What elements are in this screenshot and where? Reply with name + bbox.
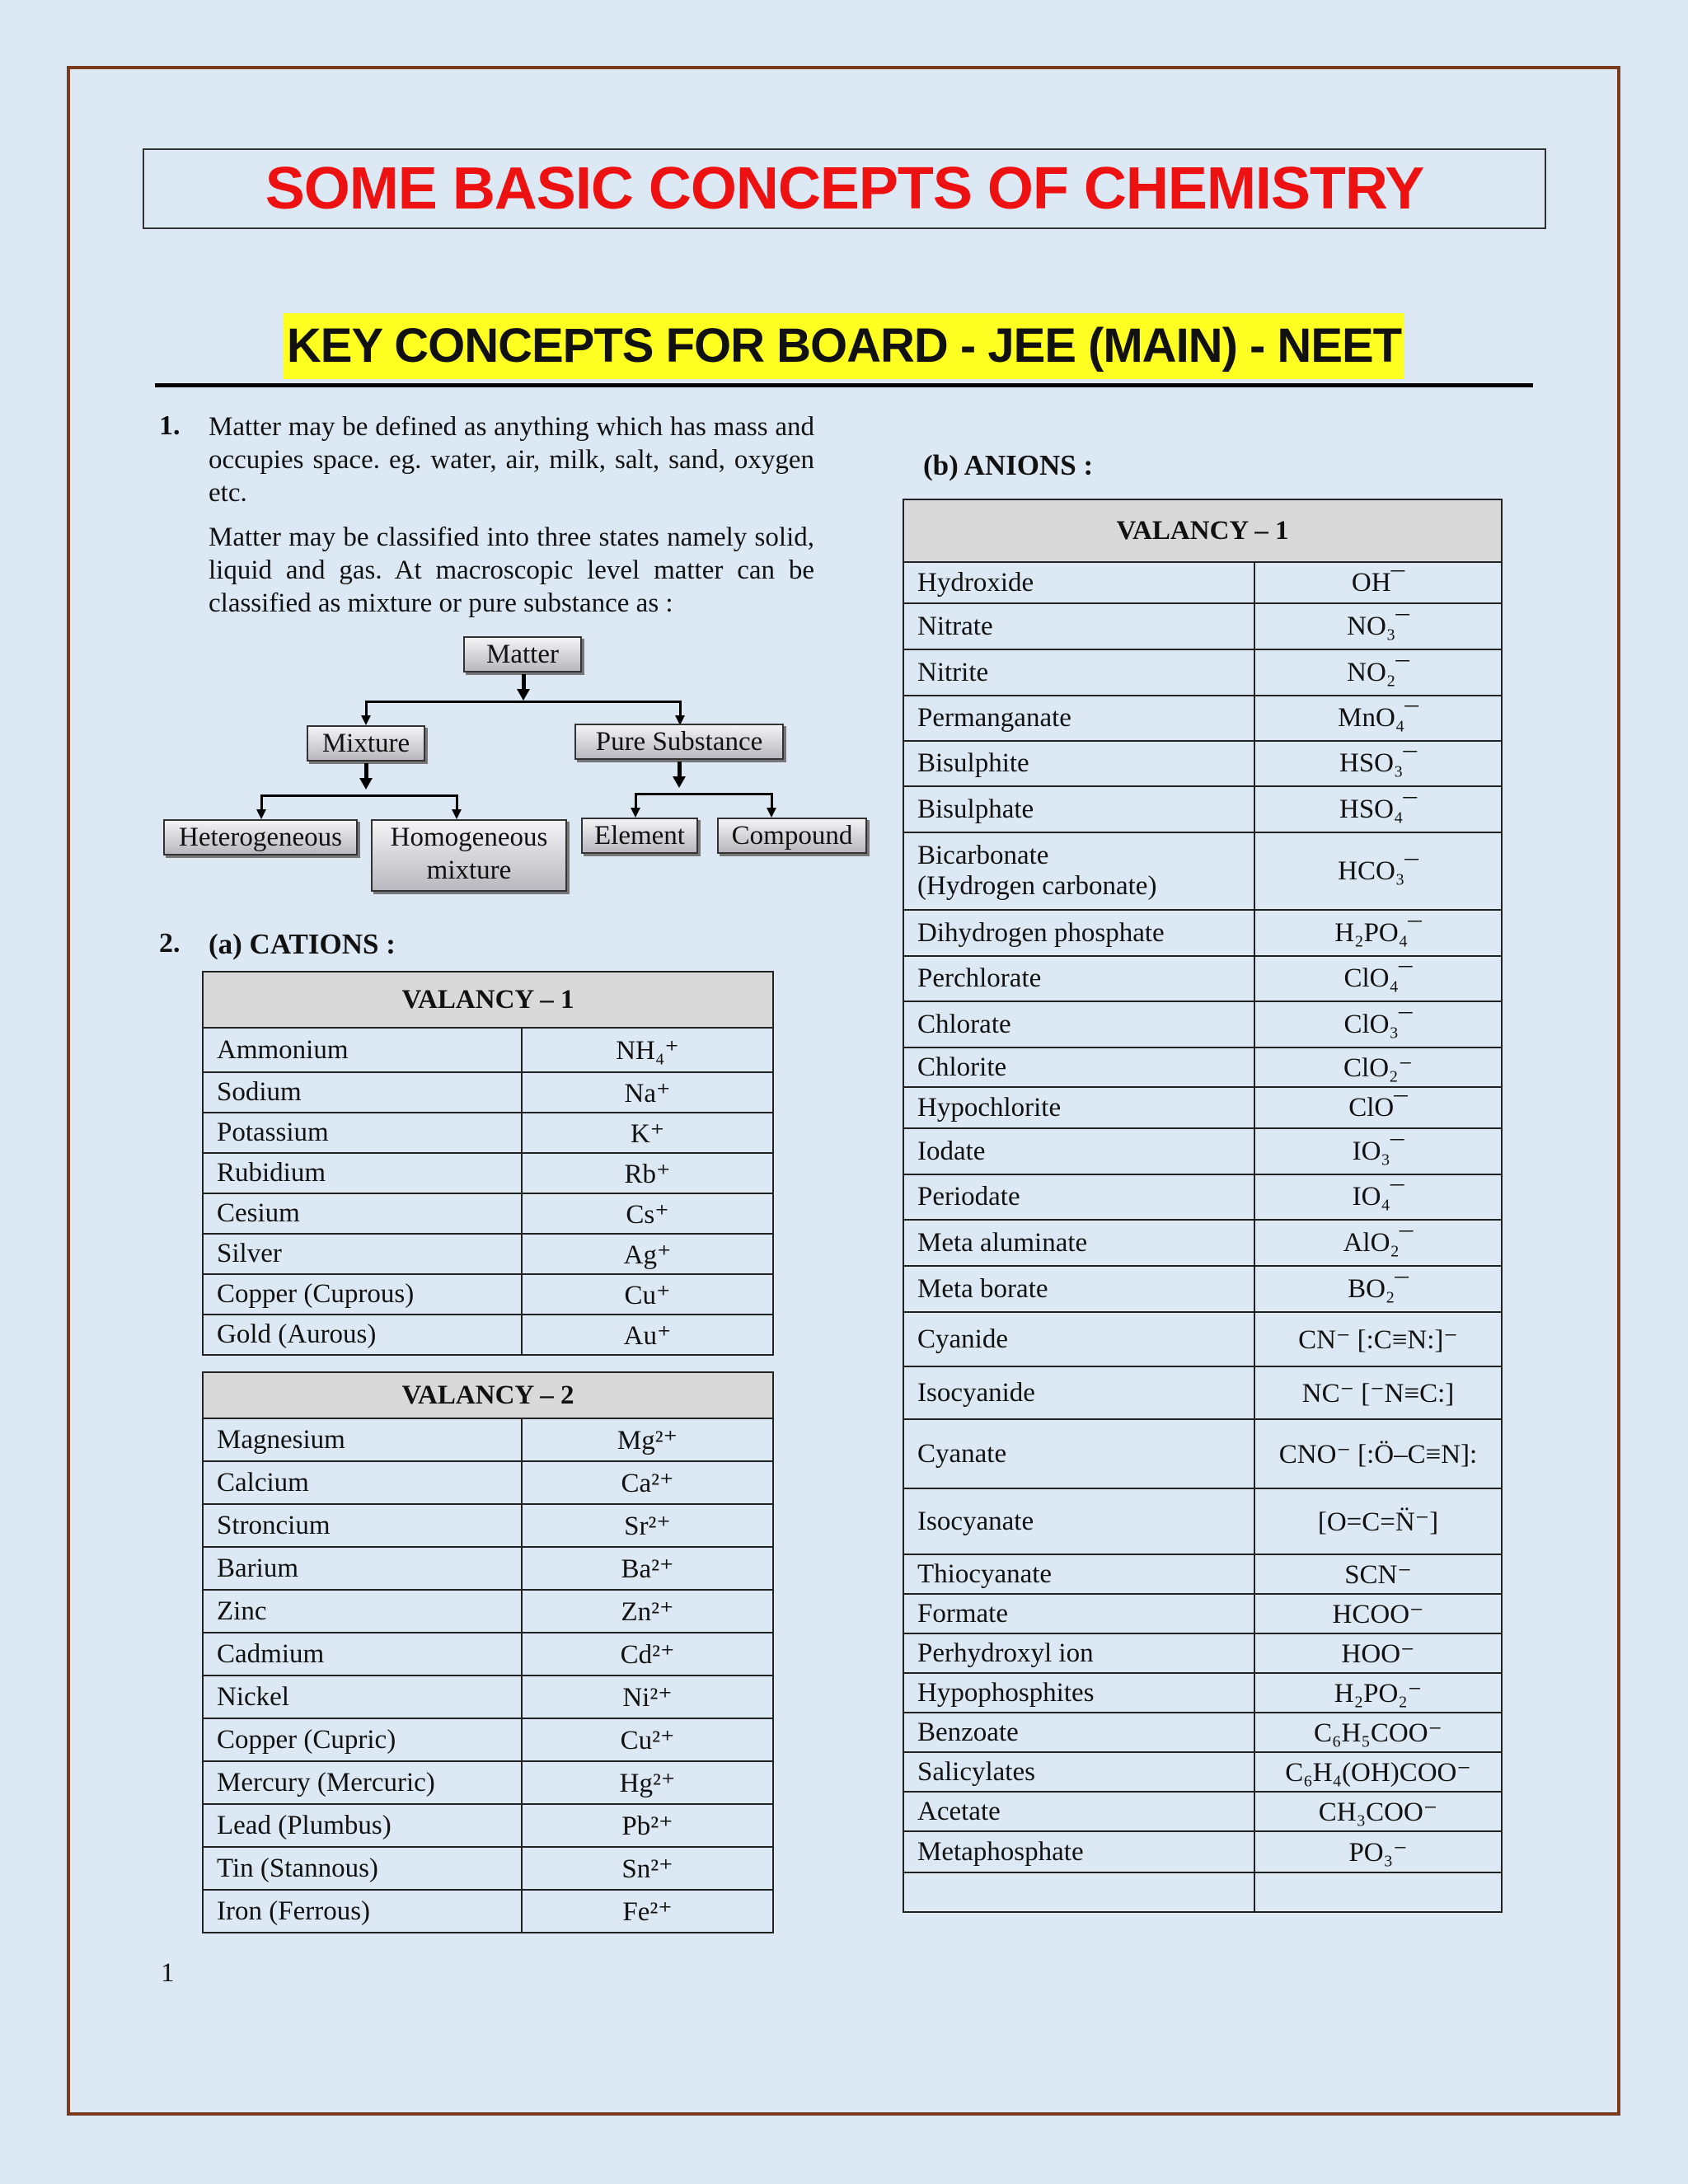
table-header: VALANCY – 1 [203, 972, 773, 1028]
ion-formula: IO₃¯ [1254, 1128, 1502, 1174]
table-row [203, 1461, 773, 1504]
ion-name: Nickel [203, 1675, 522, 1718]
ion-name: Nitrite [903, 649, 1254, 696]
ion-formula: ClO¯ [1254, 1087, 1502, 1128]
ion-name: Bisulphite [903, 741, 1254, 786]
ion-formula: AlO₂¯ [1254, 1220, 1502, 1266]
table-row [903, 1831, 1502, 1872]
node-matter: Matter [463, 636, 582, 673]
ion-name: Meta aluminate [903, 1220, 1254, 1266]
table-row [903, 1047, 1502, 1087]
arrow-icon [767, 808, 776, 818]
ion-formula: PO₃⁻ [1254, 1831, 1502, 1872]
table-row [903, 1220, 1502, 1266]
cations-heading: (a) CATIONS : [209, 928, 396, 960]
arrow-icon [359, 778, 373, 790]
table-row [203, 1274, 773, 1315]
node-compound: Compound [717, 818, 867, 854]
page-title: SOME BASIC CONCEPTS OF CHEMISTRY [265, 156, 1424, 222]
ion-formula: C₆H₄(OH)COO⁻ [1254, 1752, 1502, 1792]
arrow-icon [256, 809, 266, 819]
ion-name: Lead (Plumbus) [203, 1804, 522, 1847]
table-row [203, 1547, 773, 1590]
ion-formula: H₂PO₂⁻ [1254, 1673, 1502, 1713]
ion-name: Cyanate [903, 1419, 1254, 1488]
table-row [203, 1193, 773, 1234]
ion-formula: ClO₃¯ [1254, 1001, 1502, 1047]
subtitle: KEY CONCEPTS FOR BOARD - JEE (MAIN) - NEET [284, 313, 1404, 379]
ion-name: Bicarbonate (Hydrogen carbonate) [903, 832, 1254, 910]
ion-formula: HOO⁻ [1254, 1633, 1502, 1673]
table-row [903, 1266, 1502, 1312]
table-row [903, 832, 1502, 910]
table-row [203, 1153, 773, 1193]
ion-formula: Sr²⁺ [522, 1504, 773, 1547]
table-row [903, 1752, 1502, 1792]
node-homogeneous [371, 819, 567, 892]
ion-formula: Cu²⁺ [522, 1718, 773, 1761]
subtitle-banner [155, 313, 1533, 387]
ion-name: Copper (Cuprous) [203, 1274, 522, 1315]
ion-name: Benzoate [903, 1713, 1254, 1752]
ion-formula: Na⁺ [522, 1072, 773, 1113]
ion-formula: Rb⁺ [522, 1153, 773, 1193]
table-row [903, 910, 1502, 956]
table-row [203, 1418, 773, 1461]
ion-formula: SCN⁻ [1254, 1554, 1502, 1594]
table-row [203, 1761, 773, 1804]
table-row [203, 1804, 773, 1847]
arrow-icon [631, 808, 640, 818]
ion-name: Hydroxide [903, 562, 1254, 603]
ion-name: Potassium [203, 1113, 522, 1153]
node-homogeneous-line-1: Homogeneous [390, 823, 548, 852]
connector [365, 701, 682, 703]
ion-formula: K⁺ [522, 1113, 773, 1153]
ion-name: Nitrate [903, 603, 1254, 649]
ion-formula: CN⁻ [:C≡N:]⁻ [1254, 1312, 1502, 1366]
table-row [903, 1087, 1502, 1128]
ion-formula: Fe²⁺ [522, 1890, 773, 1933]
ion-name: Salicylates [903, 1752, 1254, 1792]
ion-name: Dihydrogen phosphate [903, 910, 1254, 956]
ion-name: Bisulphate [903, 786, 1254, 832]
table-row [203, 1072, 773, 1113]
ion-name: Copper (Cupric) [203, 1718, 522, 1761]
ion-name: Sodium [203, 1072, 522, 1113]
ion-formula: Ba²⁺ [522, 1547, 773, 1590]
connector [771, 793, 773, 809]
section-1-para-1: Matter may be defined as anything which has mass and occupies space. eg. water, air, milk, salt, sand, oxygen etc. [209, 412, 814, 508]
cations-valency-1-table [202, 971, 774, 1356]
ion-formula: Pb²⁺ [522, 1804, 773, 1847]
ion-name: Stroncium [203, 1504, 522, 1547]
ion-formula: Cd²⁺ [522, 1633, 773, 1675]
cations-valency-2-table [202, 1371, 774, 1933]
section-2-number: 2. [159, 928, 181, 958]
arrow-icon [361, 715, 371, 725]
table-row [203, 1234, 773, 1274]
connector [260, 794, 263, 811]
ion-formula: HSO₃¯ [1254, 741, 1502, 786]
ion-name: Permanganate [903, 696, 1254, 741]
ion-formula: IO₄¯ [1254, 1174, 1502, 1220]
connector [456, 794, 458, 811]
table-row [203, 1315, 773, 1355]
ion-formula: NO₂¯ [1254, 649, 1502, 696]
ion-name: Zinc [203, 1590, 522, 1633]
table-header: VALANCY – 1 [903, 499, 1502, 562]
ion-name: Calcium [203, 1461, 522, 1504]
ion-name: Mercury (Mercuric) [203, 1761, 522, 1804]
ion-name: Isocyanate [903, 1488, 1254, 1554]
ion-name: Cadmium [203, 1633, 522, 1675]
connector [635, 793, 637, 809]
ion-formula: OH¯ [1254, 562, 1502, 603]
ion-name: Hypochlorite [903, 1087, 1254, 1128]
ion-formula: H₂PO₄¯ [1254, 910, 1502, 956]
ion-formula: BO₂¯ [1254, 1266, 1502, 1312]
ion-formula: NC⁻ [⁻N≡C:] [1254, 1366, 1502, 1419]
table-row [903, 1872, 1502, 1912]
ion-formula: MnO₄¯ [1254, 696, 1502, 741]
table-row [203, 1028, 773, 1072]
table-row [903, 1633, 1502, 1673]
ion-formula: Cu⁺ [522, 1274, 773, 1315]
table-row [203, 1504, 773, 1547]
ion-name: Iodate [903, 1128, 1254, 1174]
ion-name: Magnesium [203, 1418, 522, 1461]
ion-name: Barium [203, 1547, 522, 1590]
ion-formula: NO₃¯ [1254, 603, 1502, 649]
ion-formula: CH₃COO⁻ [1254, 1792, 1502, 1831]
ion-formula: Mg²⁺ [522, 1418, 773, 1461]
ion-formula: ClO₂⁻ [1254, 1047, 1502, 1087]
ion-formula: Ag⁺ [522, 1234, 773, 1274]
table-row [903, 1366, 1502, 1419]
table-row [203, 1847, 773, 1890]
ion-formula [1254, 1872, 1502, 1912]
table-row [903, 603, 1502, 649]
ion-name: Thiocyanate [903, 1554, 1254, 1594]
ion-name: Rubidium [203, 1153, 522, 1193]
table-row [203, 1633, 773, 1675]
table-row [903, 1792, 1502, 1831]
table-row [903, 649, 1502, 696]
arrow-icon [673, 776, 686, 788]
ion-formula: Sn²⁺ [522, 1847, 773, 1890]
ion-formula: [O=C=N̈⁻] [1254, 1488, 1502, 1554]
ion-name: Perchlorate [903, 956, 1254, 1001]
table-row [203, 1675, 773, 1718]
ion-name: Periodate [903, 1174, 1254, 1220]
table-row [203, 1590, 773, 1633]
page-number: 1 [161, 1958, 175, 1988]
node-mixture: Mixture [307, 725, 425, 762]
ion-formula: HSO₄¯ [1254, 786, 1502, 832]
ion-name: Ammonium [203, 1028, 522, 1072]
ion-name: Isocyanide [903, 1366, 1254, 1419]
ion-name: Formate [903, 1594, 1254, 1633]
ion-formula: Cs⁺ [522, 1193, 773, 1234]
ion-name: Cesium [203, 1193, 522, 1234]
node-homogeneous-line-2: mixture [426, 855, 512, 885]
table-row [903, 786, 1502, 832]
anions-heading: (b) ANIONS : [923, 449, 1094, 481]
node-element: Element [581, 818, 698, 854]
ion-formula: Zn²⁺ [522, 1590, 773, 1633]
ion-name: Perhydroxyl ion [903, 1633, 1254, 1673]
table-row [203, 1718, 773, 1761]
table-row [903, 562, 1502, 603]
node-heterogeneous: Heterogeneous [163, 819, 358, 855]
ion-formula: Hg²⁺ [522, 1761, 773, 1804]
ion-formula: Au⁺ [522, 1315, 773, 1355]
table-row [203, 1113, 773, 1153]
ion-formula: Ca²⁺ [522, 1461, 773, 1504]
ion-name: Chlorate [903, 1001, 1254, 1047]
ion-formula: C₆H₅COO⁻ [1254, 1713, 1502, 1752]
ion-name: Tin (Stannous) [203, 1847, 522, 1890]
section-1-number: 1. [159, 410, 181, 441]
table-row [903, 1673, 1502, 1713]
table-row [903, 956, 1502, 1001]
title-box [143, 148, 1546, 229]
table-row [903, 696, 1502, 741]
ion-name: Meta borate [903, 1266, 1254, 1312]
ion-formula: NH₄⁺ [522, 1028, 773, 1072]
node-pure-substance: Pure Substance [574, 724, 784, 760]
table-row [903, 1488, 1502, 1554]
section-1-para-2: Matter may be classified into three states namely solid, liquid and gas. At macroscopic level matter can be classified as mixture or pure substance as : [209, 523, 814, 618]
table-row [903, 1001, 1502, 1047]
table-row [203, 1890, 773, 1933]
table-row [903, 1554, 1502, 1594]
ion-name [903, 1872, 1254, 1912]
table-row [903, 1713, 1502, 1752]
table-row [903, 1128, 1502, 1174]
ion-formula: Ni²⁺ [522, 1675, 773, 1718]
table-row [903, 1419, 1502, 1488]
ion-name: Silver [203, 1234, 522, 1274]
ion-formula: HCO₃¯ [1254, 832, 1502, 910]
ion-formula: CNO⁻ [:Ö–C≡N]: [1254, 1419, 1502, 1488]
anions-valency-1-table [903, 499, 1503, 1913]
table-row [903, 1594, 1502, 1633]
ion-name: Gold (Aurous) [203, 1315, 522, 1355]
table-header: VALANCY – 2 [203, 1372, 773, 1418]
ion-formula: HCOO⁻ [1254, 1594, 1502, 1633]
table-row [903, 1312, 1502, 1366]
ion-name: Acetate [903, 1792, 1254, 1831]
table-row [903, 1174, 1502, 1220]
ion-name: Iron (Ferrous) [203, 1890, 522, 1933]
ion-name: Hypophosphites [903, 1673, 1254, 1713]
arrow-icon [452, 809, 462, 819]
arrow-icon [517, 689, 530, 701]
ion-formula: ClO₄¯ [1254, 956, 1502, 1001]
table-row [903, 741, 1502, 786]
connector [635, 793, 773, 795]
ion-name: Metaphosphate [903, 1831, 1254, 1872]
ion-name: Cyanide [903, 1312, 1254, 1366]
ion-name: Chlorite [903, 1047, 1254, 1087]
connector [260, 794, 458, 797]
